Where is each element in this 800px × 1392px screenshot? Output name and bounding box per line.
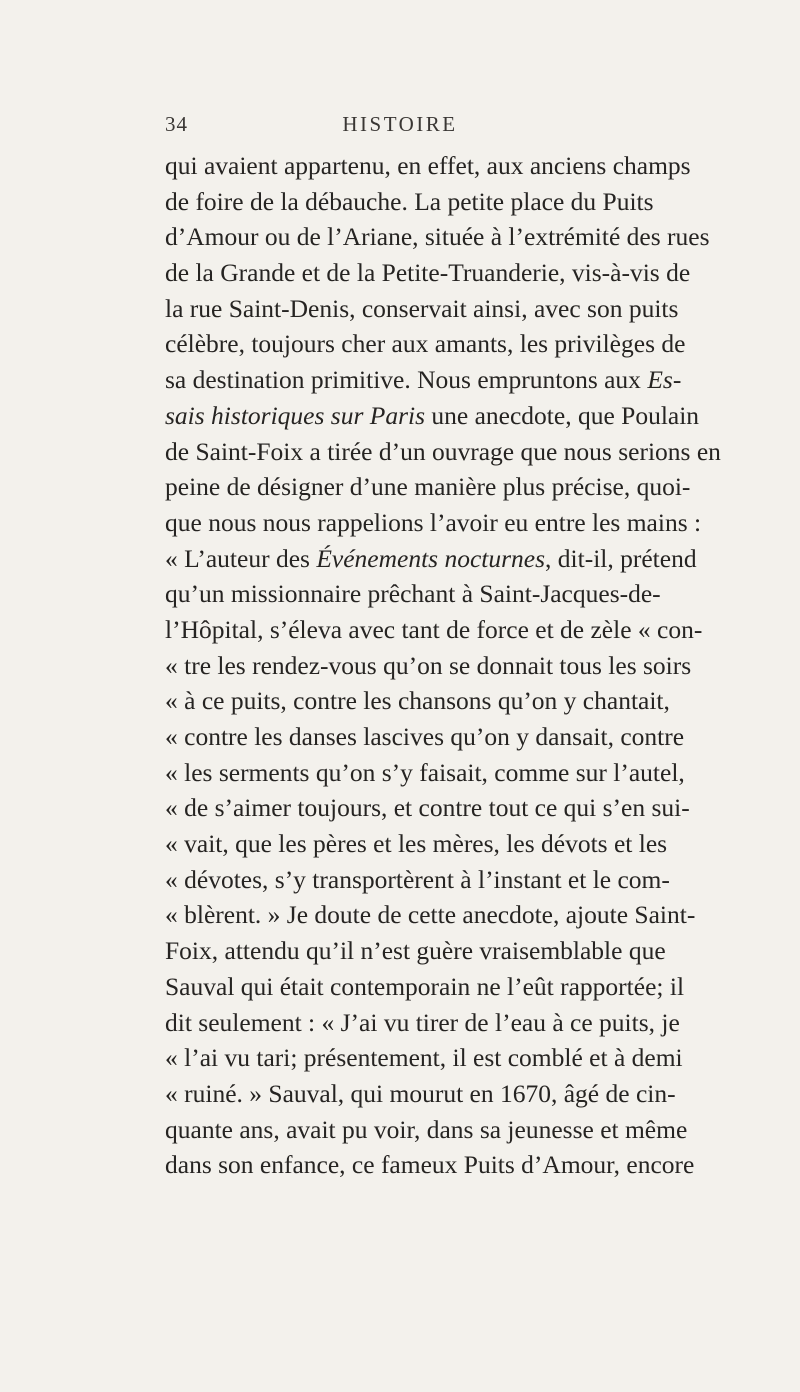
text-segment: sa destination primitive. Nous empruntons aux: [165, 365, 648, 395]
text-line: [165, 897, 696, 933]
text-segment: une anecdote, que Poulain: [425, 400, 700, 430]
text-line: [165, 1005, 680, 1041]
text-line: [165, 755, 685, 791]
text-line: [165, 541, 697, 577]
text-segment: « dévotes, s’y transportèrent à l’instant et le com-: [165, 864, 670, 894]
text-segment: , dit-il, prétend: [545, 543, 697, 573]
text-segment: « ruiné. » Sauval, qui mourut en 1670, âgé de cin-: [165, 1078, 676, 1108]
text-line: [165, 648, 692, 684]
text-segment: d’Amour ou de l’Ariane, située à l’extrémité des rues: [165, 222, 710, 252]
text-segment: de foire de la débauche. La petite place du Puits: [165, 186, 654, 216]
text-line: [165, 683, 670, 719]
italic-text-segment: sais historiques sur Paris: [165, 400, 426, 430]
text-line: [165, 148, 691, 184]
text-line: [165, 1112, 688, 1148]
text-line: [165, 1147, 695, 1183]
text-segment: « tre les rendez-vous qu’on se donnait tous les soirs: [165, 650, 692, 680]
text-segment: l’Hôpital, s’éleva avec tant de force et de zèle « con-: [165, 614, 703, 644]
text-line: [165, 1040, 683, 1076]
text-segment: peine de désigner d’une manière plus précise, quoi-: [165, 472, 691, 502]
text-line: [165, 719, 685, 755]
text-line: [165, 505, 702, 541]
text-segment: « à ce puits, contre les chansons qu’on y chantait,: [165, 686, 670, 716]
text-segment: « les serments qu’on s’y faisait, comme sur l’autel,: [165, 757, 685, 787]
italic-text-segment: Événements nocturnes: [316, 543, 546, 573]
text-segment: de la Grande et de la Petite-Truanderie, vis-à-vis de: [165, 258, 691, 288]
body-text: [165, 148, 721, 1183]
text-segment: « contre les danses lascives qu’on y dansait, contre: [165, 722, 685, 751]
page-number: 34: [165, 112, 188, 136]
text-line: [165, 398, 700, 434]
text-line: [165, 862, 670, 898]
text-line: [165, 184, 654, 220]
text-line: [165, 469, 691, 505]
page-header: [0, 112, 800, 142]
text-line: [165, 576, 661, 612]
text-segment: « L’auteur des: [165, 543, 317, 573]
text-segment: quante ans, avait pu voir, dans sa jeunesse et même: [165, 1114, 688, 1144]
text-line: [165, 790, 690, 826]
text-line: [165, 291, 679, 327]
text-line: [165, 826, 668, 862]
text-segment: dit seulement : « J’ai vu tirer de l’eau à ce puits, je: [165, 1007, 680, 1037]
text-line: [165, 255, 691, 291]
text-segment: qui avaient appartenu, en effet, aux anciens champs: [165, 151, 691, 180]
text-line: [165, 933, 666, 969]
text-line: [165, 219, 710, 255]
text-segment: que nous nous rappelions l’avoir eu entre les mains :: [165, 507, 702, 537]
text-segment: la rue Saint-Denis, conservait ainsi, avec son puits: [165, 293, 679, 323]
text-line: [165, 1076, 676, 1112]
text-segment: de Saint-Foix a tirée d’un ouvrage que nous serions en: [165, 436, 721, 466]
text-line: [165, 969, 685, 1005]
running-head: HISTOIRE: [342, 112, 458, 136]
text-segment: Foix, attendu qu’il n’est guère vraisemblable que: [165, 936, 666, 966]
text-segment: « vait, que les pères et les mères, les dévots et les: [165, 829, 668, 859]
text-segment: qu’un missionnaire prêchant à Saint-Jacques-de-: [165, 579, 661, 609]
italic-text-segment: Es-: [647, 365, 682, 395]
text-line: [165, 612, 703, 648]
text-segment: dans son enfance, ce fameux Puits d’Amour, encore: [165, 1150, 695, 1180]
text-segment: célèbre, toujours cher aux amants, les privilèges de: [165, 329, 686, 359]
text-line: [165, 326, 686, 362]
text-segment: « blèrent. » Je doute de cette anecdote, ajoute Saint-: [165, 900, 696, 930]
text-segment: « de s’aimer toujours, et contre tout ce qui s’en sui-: [165, 793, 690, 823]
text-segment: Sauval qui était contemporain ne l’eût rapportée; il: [165, 971, 685, 1001]
text-line: [165, 362, 682, 398]
text-segment: « l’ai vu tari; présentement, il est comblé et à demi: [165, 1043, 683, 1073]
text-line: [165, 434, 721, 470]
